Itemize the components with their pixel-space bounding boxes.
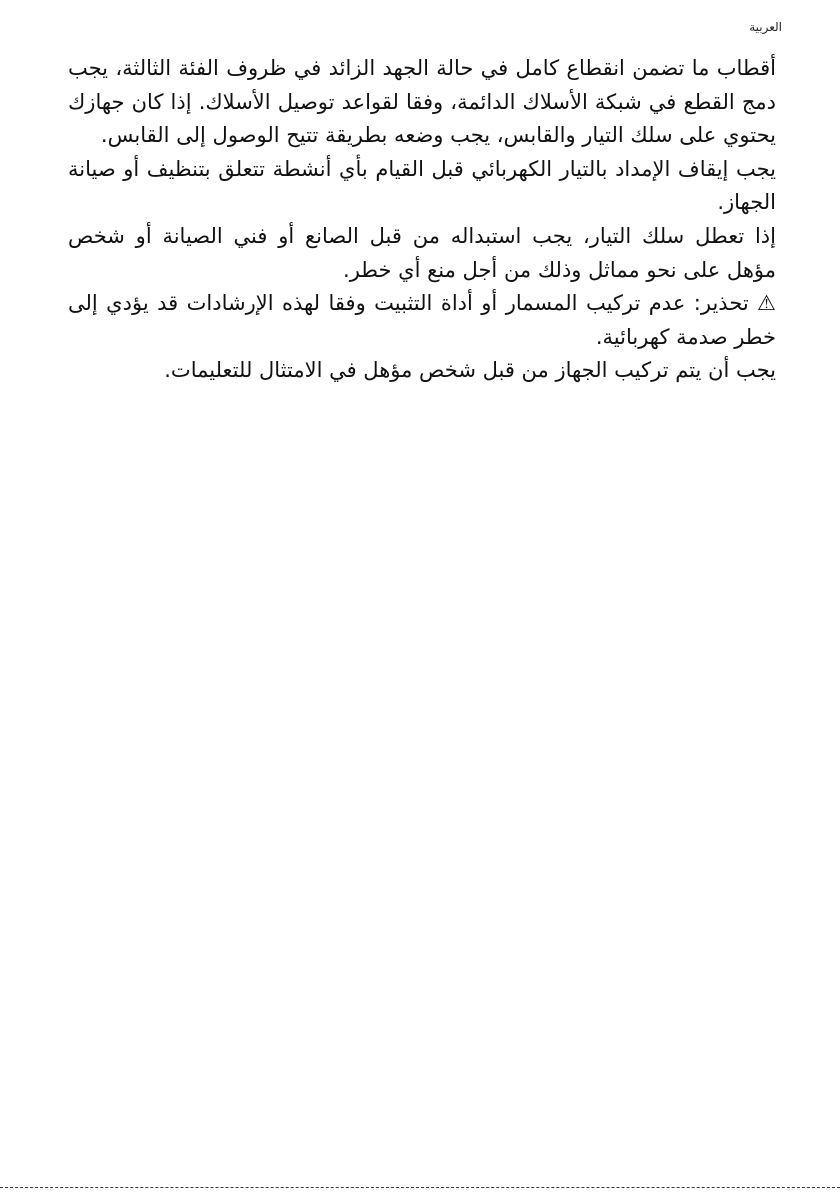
paragraph-warning-shock: ⚠ تحذير: عدم تركيب المسمار أو أداة التثبيت وفقا لهذه الإرشادات قد يؤدي إلى خطر صدمة كهربائية. (68, 291, 776, 349)
language-header-label: العربية (749, 20, 782, 34)
page-bottom-rule (0, 1187, 840, 1188)
paragraph-qualified-install: يجب أن يتم تركيب الجهاز من قبل شخص مؤهل في الامتثال للتعليمات. (164, 358, 776, 383)
paragraph-wiring: أقطاب ما تضمن انقطاع كامل في حالة الجهد الزائد في ظروف الفئة الثالثة، يجب دمج القطع في شبكة الأسلاك الدائمة، وفقا لقواعد توصيل الأسلاك. إذا كان جهازك يحتوي على سلك التيار والقابس، يجب وضعه بطريقة تتيح الوصول إلى القابس. (68, 56, 776, 148)
paragraph-disconnect-power: يجب إيقاف الإمداد بالتيار الكهربائي قبل القيام بأي أنشطة تتعلق بتنظيف أو صيانة الجهاز. (68, 156, 776, 215)
instructions-body (68, 52, 776, 388)
paragraph-damaged-cord: إذا تعطل سلك التيار، يجب استبداله من قبل الصانع أو فني الصيانة أو شخص مؤهل على نحو مماثل وذلك من أجل منع أي خطر. (68, 223, 776, 282)
